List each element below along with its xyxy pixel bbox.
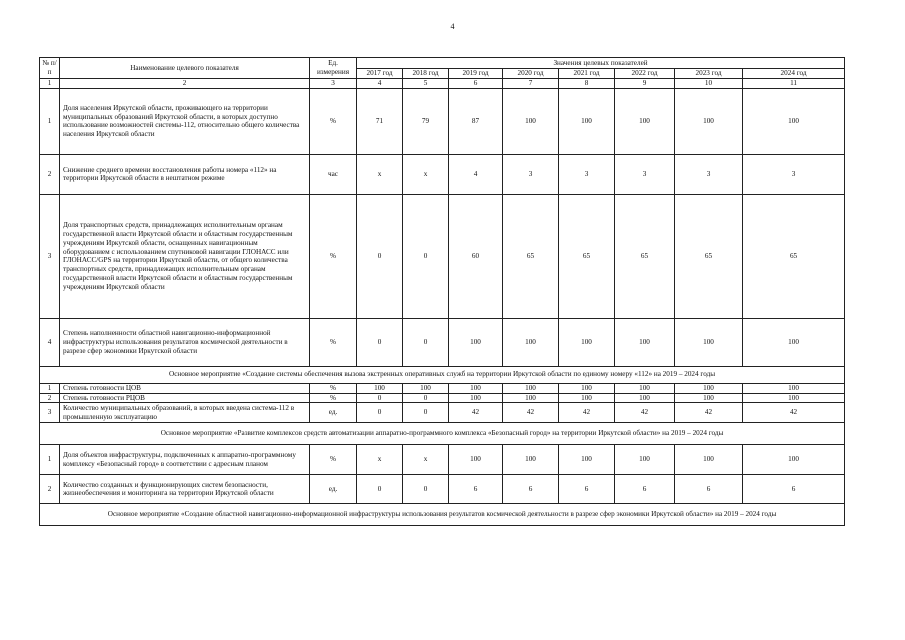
row-number: 2: [40, 154, 60, 194]
column-number: 6: [449, 79, 503, 89]
column-number: 10: [675, 79, 743, 89]
value-cell: 6: [675, 475, 743, 504]
target-indicators-table: [39, 57, 845, 526]
value-cell: 6: [449, 475, 503, 504]
indicator-row: [40, 88, 845, 154]
header-values-title: Значения целевых показателей: [357, 58, 845, 69]
section-row: [40, 366, 845, 383]
indicator-name: Снижение среднего времени восстановления работы номера «112» на территории Иркутской области в нештатном режиме: [60, 154, 310, 194]
value-cell: 100: [449, 393, 503, 403]
value-cell: 71: [357, 88, 403, 154]
value-cell: 100: [743, 393, 845, 403]
row-number: 4: [40, 318, 60, 366]
value-cell: 100: [559, 383, 615, 393]
row-number: 3: [40, 403, 60, 423]
value-cell: 100: [449, 383, 503, 393]
column-number: 9: [615, 79, 675, 89]
column-number: 7: [503, 79, 559, 89]
value-cell: 0: [403, 475, 449, 504]
value-cell: 100: [449, 318, 503, 366]
unit-cell: %: [310, 383, 357, 393]
row-number: 2: [40, 475, 60, 504]
value-cell: 42: [615, 403, 675, 423]
page-number: 4: [450, 22, 455, 31]
value-cell: 65: [503, 194, 559, 318]
value-cell: 0: [403, 403, 449, 423]
value-cell: 3: [503, 154, 559, 194]
value-cell: 100: [503, 383, 559, 393]
indicator-row: [40, 445, 845, 475]
unit-cell: %: [310, 445, 357, 475]
value-cell: 42: [743, 403, 845, 423]
value-cell: 0: [403, 194, 449, 318]
column-number: 4: [357, 79, 403, 89]
indicator-row: [40, 194, 845, 318]
section-row: [40, 504, 845, 526]
unit-cell: ед.: [310, 475, 357, 504]
indicator-row: [40, 383, 845, 393]
year-header: 2024 год: [743, 69, 845, 79]
unit-cell: %: [310, 88, 357, 154]
header-num: № п/п: [40, 58, 60, 79]
value-cell: 100: [675, 383, 743, 393]
value-cell: 3: [743, 154, 845, 194]
section-title: Основное мероприятие «Создание областной навигационно-информационной инфраструктуры использования результатов космической деятельности в разрезе сфер экономики Иркутской области» на 2019 – 2024 годы: [40, 504, 845, 526]
unit-cell: час: [310, 154, 357, 194]
value-cell: 100: [503, 445, 559, 475]
indicator-name: Степень готовности РЦОВ: [60, 393, 310, 403]
value-cell: х: [357, 154, 403, 194]
value-cell: 3: [615, 154, 675, 194]
value-cell: 100: [357, 383, 403, 393]
indicator-name: Степень готовности ЦОВ: [60, 383, 310, 393]
year-header: 2023 год: [675, 69, 743, 79]
value-cell: 79: [403, 88, 449, 154]
column-number: 3: [310, 79, 357, 89]
value-cell: 100: [615, 88, 675, 154]
value-cell: 100: [743, 445, 845, 475]
value-cell: 100: [503, 88, 559, 154]
value-cell: 6: [743, 475, 845, 504]
year-header: 2019 год: [449, 69, 503, 79]
header-name: Наименование целевого показателя: [60, 58, 310, 79]
indicator-row: [40, 393, 845, 403]
value-cell: х: [403, 154, 449, 194]
value-cell: 100: [559, 88, 615, 154]
value-cell: 100: [675, 445, 743, 475]
year-header: 2021 год: [559, 69, 615, 79]
indicator-row: [40, 154, 845, 194]
value-cell: 42: [449, 403, 503, 423]
value-cell: 100: [743, 383, 845, 393]
value-cell: 0: [357, 318, 403, 366]
value-cell: 100: [615, 393, 675, 403]
value-cell: х: [403, 445, 449, 475]
value-cell: 100: [743, 88, 845, 154]
value-cell: 100: [403, 383, 449, 393]
row-number: 1: [40, 88, 60, 154]
value-cell: 0: [403, 318, 449, 366]
year-header: 2017 год: [357, 69, 403, 79]
value-cell: 100: [615, 318, 675, 366]
column-number: 2: [60, 79, 310, 89]
value-cell: 42: [675, 403, 743, 423]
value-cell: 4: [449, 154, 503, 194]
value-cell: 100: [449, 445, 503, 475]
indicator-name: Доля населения Иркутской области, проживающего на территории муниципальных образований Иркутской области, в которых доступно использование возможностей системы-112, относительно общего количества населения Иркутской области: [60, 88, 310, 154]
indicator-name: Количество муниципальных образований, в которых введена система-112 в промышленную эксплуатацию: [60, 403, 310, 423]
value-cell: 100: [503, 318, 559, 366]
indicator-name: Степень наполненности областной навигационно-информационной инфраструктуры использования результатов космической деятельности в разрезе сфер экономики Иркутской области: [60, 318, 310, 366]
value-cell: х: [357, 445, 403, 475]
indicator-row: [40, 403, 845, 423]
indicator-name: Доля объектов инфраструктуры, подключенных к аппаратно-программному комплексу «Безопасный город» в соответствии с адресным планом: [60, 445, 310, 475]
year-header: 2022 год: [615, 69, 675, 79]
section-title: Основное мероприятие «Развитие комплексов средств автоматизации аппаратно-программного комплекса «Безопасный город» на территории Иркутской области» на 2019 – 2024 годы: [40, 423, 845, 445]
value-cell: 0: [357, 475, 403, 504]
indicator-row: [40, 475, 845, 504]
unit-cell: %: [310, 318, 357, 366]
value-cell: 0: [357, 194, 403, 318]
year-header: 2020 год: [503, 69, 559, 79]
value-cell: 100: [675, 88, 743, 154]
column-number: 1: [40, 79, 60, 89]
value-cell: 65: [743, 194, 845, 318]
value-cell: 6: [559, 475, 615, 504]
value-cell: 65: [559, 194, 615, 318]
value-cell: 100: [675, 318, 743, 366]
value-cell: 42: [503, 403, 559, 423]
indicator-row: [40, 318, 845, 366]
header-unit: Ед. измерения: [310, 58, 357, 79]
row-number: 2: [40, 393, 60, 403]
value-cell: 100: [675, 393, 743, 403]
year-header: 2018 год: [403, 69, 449, 79]
value-cell: 6: [503, 475, 559, 504]
value-cell: 65: [675, 194, 743, 318]
column-number: 11: [743, 79, 845, 89]
row-number: 1: [40, 383, 60, 393]
header-row: [40, 58, 845, 69]
value-cell: 100: [615, 445, 675, 475]
value-cell: 100: [743, 318, 845, 366]
value-cell: 100: [503, 393, 559, 403]
column-numbers-row: [40, 79, 845, 89]
value-cell: 100: [559, 445, 615, 475]
value-cell: 100: [559, 318, 615, 366]
unit-cell: ед.: [310, 403, 357, 423]
column-number: 5: [403, 79, 449, 89]
value-cell: 0: [403, 393, 449, 403]
row-number: 3: [40, 194, 60, 318]
section-row: [40, 423, 845, 445]
value-cell: 60: [449, 194, 503, 318]
section-title: Основное мероприятие «Создание системы обеспечения вызова экстренных оперативных служб на территории Иркутской области по единому номеру «112» на 2019 – 2024 годы: [40, 366, 845, 383]
column-number: 8: [559, 79, 615, 89]
indicator-name: Доля транспортных средств, принадлежащих исполнительным органам государственной власти Иркутской области и областным государственным учреждениям Иркутской области, оснащенных навигационным оборудованием с использованием спутниковой навигации ГЛОНАСС или ГЛОНАСС/GPS на территории Иркутской области, от общего количества транспортных средств, принадлежащих исполнительным органам государственной власти Иркутской области и областным государственным учреждениям Иркутской области: [60, 194, 310, 318]
value-cell: 3: [559, 154, 615, 194]
unit-cell: %: [310, 194, 357, 318]
unit-cell: %: [310, 393, 357, 403]
value-cell: 0: [357, 393, 403, 403]
value-cell: 65: [615, 194, 675, 318]
indicator-name: Количество созданных и функционирующих систем безопасности, жизнеобеспечения и мониторинга на территории Иркутской области: [60, 475, 310, 504]
value-cell: 3: [675, 154, 743, 194]
value-cell: 6: [615, 475, 675, 504]
value-cell: 42: [559, 403, 615, 423]
value-cell: 87: [449, 88, 503, 154]
value-cell: 0: [357, 403, 403, 423]
value-cell: 100: [559, 393, 615, 403]
row-number: 1: [40, 445, 60, 475]
value-cell: 100: [615, 383, 675, 393]
